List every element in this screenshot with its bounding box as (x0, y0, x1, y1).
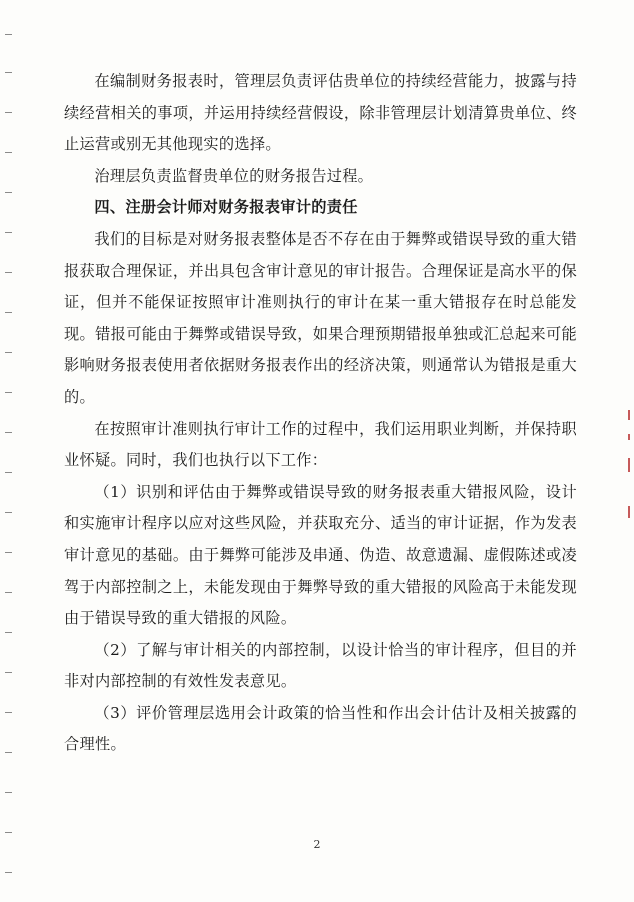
paragraph-audit-objective: 我们的目标是对财务报表整体是否不存在由于舞弊或错误导致的重大错报获取合理保证，并出具包含审计意见的审计报告。合理保证是高水平的保证，但并不能保证按照审计准则执行的审计在某一重大错报存在时总能发现。错报可能由于舞弊或错误导致，如果合理预期错报单独或汇总起来可能影响财务报表使用者依据财务报表作出的经济决策，则通常认为错报是重大的。 (64, 229, 577, 406)
paragraph-governance-responsibility: 治理层负责监督贵单位的财务报告过程。 (94, 166, 374, 185)
paragraph-item-2: （2）了解与审计相关的内部控制，以设计恰当的审计程序，但目的并非对内部控制的有效性发表意见。 (64, 640, 577, 691)
paragraph-management-responsibility: 在编制财务报表时，管理层负责评估贵单位的持续经营能力，披露与持续经营相关的事项，并运用持续经营假设，除非管理层计划清算贵单位、终止运营或别无其他现实的选择。 (64, 72, 577, 154)
binding-marks (0, 0, 14, 902)
paragraph-professional-judgment: 在按照审计准则执行审计工作的过程中，我们运用职业判断，并保持职业怀疑。同时，我们也执行以下工作： (64, 419, 577, 470)
edge-marks (626, 410, 632, 530)
page-number: 2 (313, 838, 321, 851)
document-body (64, 66, 577, 761)
section-heading: 四、注册会计师对财务报表审计的责任 (94, 198, 358, 217)
paragraph-item-1: （1）识别和评估由于舞弊或错误导致的财务报表重大错报风险，设计和实施审计程序以应对这些风险，并获取充分、适当的审计证据，作为发表审计意见的基础。由于舞弊可能涉及串通、伪造、故意遗漏、虚假陈述或凌驾于内部控制之上，未能发现由于舞弊导致的重大错报的风险高于未能发现由于错误导致的重大错报的风险。 (64, 482, 577, 628)
paragraph-item-3: （3）评价管理层选用会计政策的恰当性和作出会计估计及相关披露的合理性。 (64, 703, 577, 754)
